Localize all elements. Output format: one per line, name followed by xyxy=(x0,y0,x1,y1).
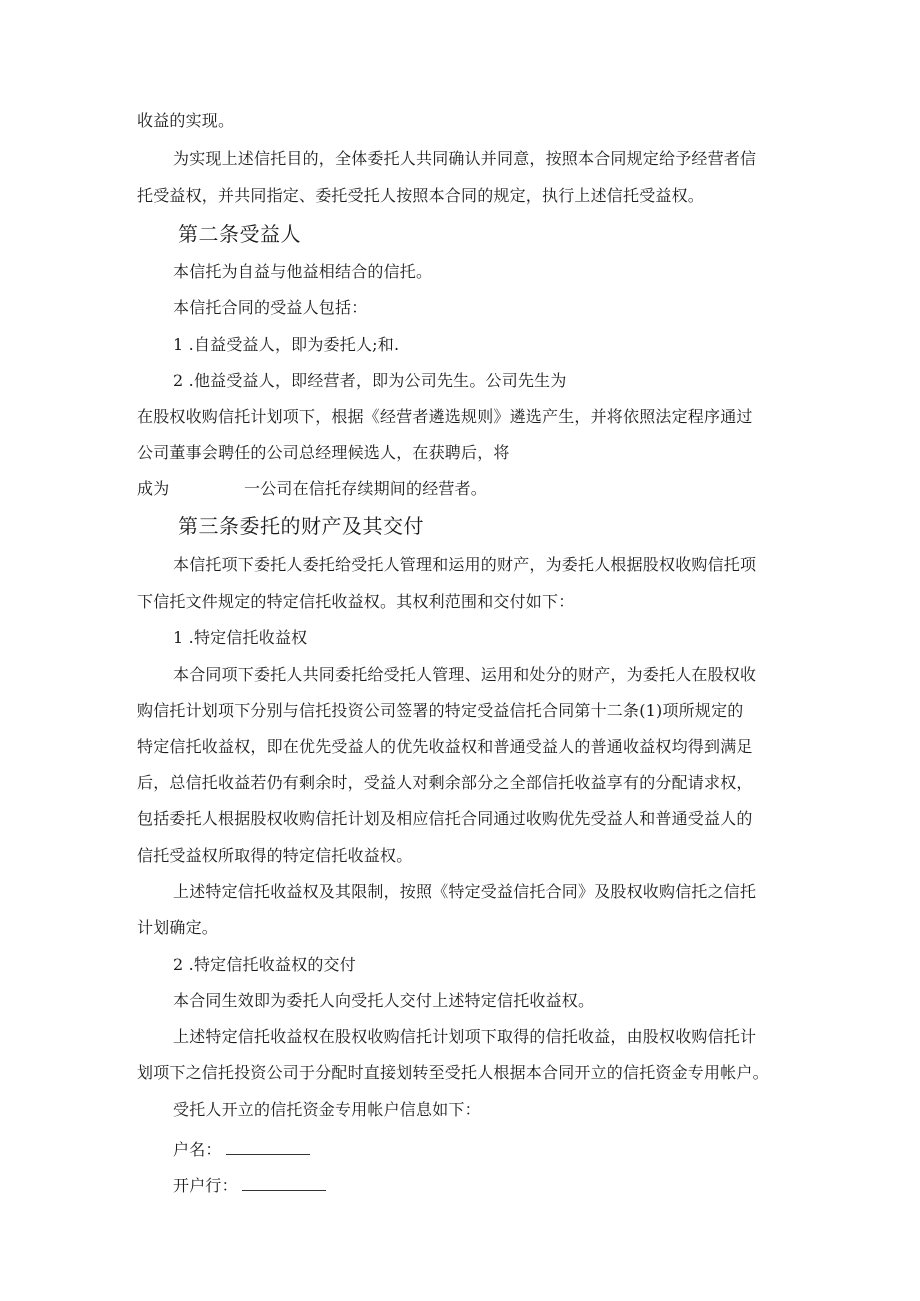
paragraph-line: 上述特定信托收益权及其限制，按照《特定受益信托合同》及股权收购信托之信托 xyxy=(173,882,757,901)
paragraph-line: 本信托项下委托人委托给受托人管理和运用的财产，为委托人根据股权收购信托项 xyxy=(173,555,757,574)
list-item: 2 .特定信托收益权的交付 xyxy=(173,955,356,974)
bank-blank xyxy=(242,1172,326,1191)
account-name-row xyxy=(173,1136,310,1160)
account-name-label: 户名： xyxy=(173,1140,222,1159)
paragraph-line: 下信托文件规定的特定信托收益权。其权利范围和交付如下： xyxy=(137,592,575,611)
paragraph-line: 公司董事会聘任的公司总经理候选人，在获聘后，将 xyxy=(137,443,510,462)
list-item: 1 .自益受益人，即为委托人;和. xyxy=(173,335,400,354)
section-heading: 第三条委托的财产及其交付 xyxy=(178,514,424,538)
paragraph-line: 后，总信托收益若仍有剩余时，受益人对剩余部分之全部信托收益享有的分配请求权， xyxy=(137,773,753,792)
paragraph-line: 本信托为自益与他益相结合的信托。 xyxy=(173,262,433,281)
paragraph-line: 一公司在信托存续期间的经营者。 xyxy=(244,479,488,498)
paragraph-line: 收益的实现。 xyxy=(137,111,235,130)
paragraph-line: 成为 xyxy=(137,479,170,498)
paragraph-line: 在股权收购信托计划项下，根据《经营者遴选规则》遴选产生，并将依照法定程序通过 xyxy=(137,407,753,426)
paragraph-line: 本信托合同的受益人包括： xyxy=(173,298,368,317)
paragraph-line: 购信托计划项下分别与信托投资公司签署的特定受益信托合同第十二条(1)项所规定的 xyxy=(137,701,744,720)
paragraph-line: 托受益权，并共同指定、委托受托人按照本合同的规定，执行上述信托受益权。 xyxy=(137,186,705,205)
paragraph-line: 信托受益权所取得的特定信托收益权。 xyxy=(137,846,413,865)
list-item: 2 .他益受益人，即经营者，即为公司先生。公司先生为 xyxy=(173,371,567,390)
bank-row xyxy=(173,1172,326,1196)
list-item: 1 .特定信托收益权 xyxy=(173,628,308,647)
paragraph-line: 受托人开立的信托资金专用帐户信息如下： xyxy=(173,1100,481,1119)
paragraph-line: 本合同项下委托人共同委托给受托人管理、运用和处分的财产，为委托人在股权收 xyxy=(173,665,757,684)
paragraph-line: 划项下之信托投资公司于分配时直接划转至受托人根据本合同开立的信托资金专用帐户。 xyxy=(137,1063,769,1082)
paragraph-line: 特定信托收益权，即在优先受益人的优先收益权和普通受益人的普通收益权均得到满足 xyxy=(137,737,753,756)
section-heading: 第二条受益人 xyxy=(178,222,301,246)
bank-label: 开户行： xyxy=(173,1176,238,1195)
account-name-blank xyxy=(226,1136,310,1155)
paragraph-line: 为实现上述信托目的，全体委托人共同确认并同意，按照本合同规定给予经营者信 xyxy=(173,149,757,168)
paragraph-line: 计划确定。 xyxy=(137,918,219,937)
paragraph-line: 本合同生效即为委托人向受托人交付上述特定信托收益权。 xyxy=(173,991,595,1010)
paragraph-line: 包括委托人根据股权收购信托计划及相应信托合同通过收购优先受益人和普通受益人的 xyxy=(137,809,753,828)
paragraph-line: 上述特定信托收益权在股权收购信托计划项下取得的信托收益，由股权收购信托计 xyxy=(173,1027,757,1046)
